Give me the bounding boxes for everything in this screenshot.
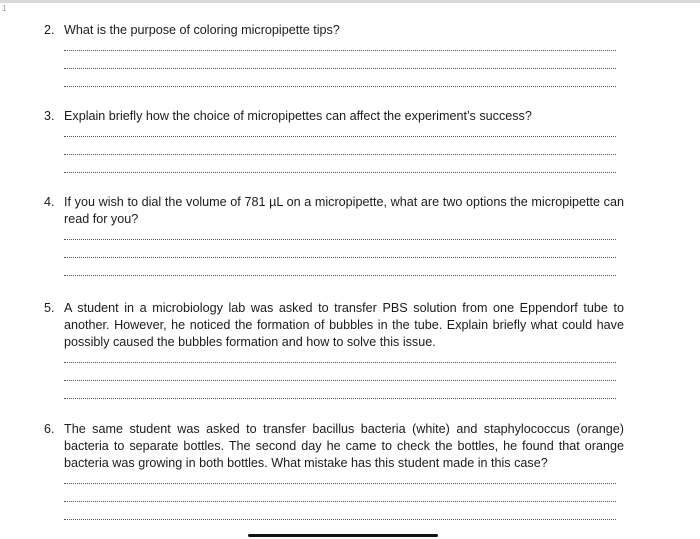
answer-line[interactable]: [64, 275, 616, 276]
question-4: [44, 194, 624, 276]
answer-line[interactable]: [64, 380, 616, 381]
answer-line[interactable]: [64, 136, 616, 137]
question-text: Explain briefly how the choice of micropipettes can affect the experiment’s success?: [64, 109, 532, 123]
answer-line[interactable]: [64, 239, 616, 240]
page-number: 1: [2, 4, 7, 13]
question-text: What is the purpose of coloring micropipette tips?: [64, 23, 340, 37]
question-5: [44, 300, 624, 399]
question-2: [44, 22, 624, 87]
answer-line[interactable]: [64, 172, 616, 173]
question-number: 5.: [44, 301, 55, 315]
question-text: A student in a microbiology lab was asked to transfer PBS solution from one Eppendorf tube to another. However, he noticed the formation of bubbles in the tube. Explain briefly what could have possibly caused the bubbles formation and how to solve this issue.: [64, 301, 624, 349]
answer-line[interactable]: [64, 519, 616, 520]
answer-line[interactable]: [64, 483, 616, 484]
question-text: The same student was asked to transfer bacillus bacteria (white) and staphylococcus (orange) bacteria to separate bottles. The second day he came to check the bottles, he found that orange bacteria was growing in both bottles. What mistake has this student made in this case?: [64, 422, 624, 470]
answer-line[interactable]: [64, 50, 616, 51]
question-6: [44, 421, 624, 520]
top-divider: [0, 0, 700, 3]
answer-line[interactable]: [64, 501, 616, 502]
answer-line[interactable]: [64, 86, 616, 87]
answer-line[interactable]: [64, 257, 616, 258]
question-number: 2.: [44, 23, 55, 37]
question-3: [44, 108, 624, 173]
home-indicator[interactable]: [248, 534, 438, 537]
answer-line[interactable]: [64, 362, 616, 363]
question-number: 4.: [44, 195, 55, 209]
question-text: If you wish to dial the volume of 781 µL on a micropipette, what are two options the micropipette can read for you?: [64, 195, 624, 226]
answer-line[interactable]: [64, 154, 616, 155]
question-number: 3.: [44, 109, 55, 123]
answer-line[interactable]: [64, 68, 616, 69]
answer-line[interactable]: [64, 398, 616, 399]
question-number: 6.: [44, 422, 55, 436]
